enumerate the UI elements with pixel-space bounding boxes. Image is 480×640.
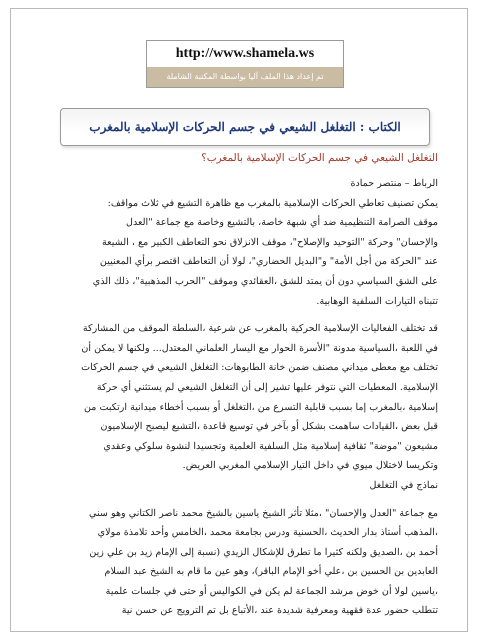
paragraph [38,504,438,622]
paragraph-gap [38,311,438,319]
text-line: ،المذهب أستاذ بدار الحديث ،الحسنية ودرس بجامعة محمد ،الخامس وأحد تلامذة مولاي [97,527,438,539]
article-heading: التغلغل الشيعي في جسم الحركات الإسلامية بالمغرب؟ [201,152,438,164]
text-line: قد تختلف الفعاليات الإسلامية الحركية بالمغرب عن شرعية ،السلطة الموقف من المشاركة [82,323,438,335]
article-paragraphs [38,174,438,621]
text-line: موقف الصرامة التنظيمية ضد أي شبهة خاصة، بالتشيع وخاصة مع جماعة "العدل [125,217,438,229]
text-line: مشيعون "موضة" ثقافية إسلامية مثل السلفية العلمية وتجسيدا لنشوة سلوكي وعقدي [103,440,438,452]
paragraph-gap [38,496,438,504]
text-line: تتطلب حضور عدة فقهية ومعرفية شديدة عند ،الأتباع بل تم الترويج عن حسن نية [121,605,438,617]
text-line: الرباط – منتصر حمادة [350,178,438,189]
text-line: يمكن تصنيف تعاطي الحركات الإسلامية بالمغرب مع ظاهرة التشيع في ثلاث مواقف: [107,197,438,209]
text-line: تختلف مع معطى ميداني مصنف ضمن خانة الطابوهات: التغلغل الشيعي في جسم الحركات [81,362,438,374]
article-body [38,150,438,621]
text-line: العابدين بن الحسين بن ،علي أخو الإمام الباقر)، وهو عين ما قام به الشيخ عبد السلام [104,566,438,578]
text-line: تتبناه التيارات السلفية الوهابية. [316,295,438,307]
text-line: الإسلامية. المعطيات التي نتوفر عليها تشير إلى أن التغلغل الشيعي لم يستثني أي حركة [96,381,438,393]
paragraph [38,174,438,311]
text-line: على الشق السياسي دون أن يمتد للشق ،العقائدي وموقف "الحرب المذهبية"، ذلك الذي [92,275,438,287]
text-line: ،ياسين لولا أن خوض مرشد الجماعة لم يكن في الكواليس أو حتى في جلسات علمية [105,585,438,597]
text-line: قبل بعض ،القيادات ساهمت بشكل أو بآخر في توسيع قاعدة ،التشيع ليصبح الإسلاميون [100,421,438,433]
source-url[interactable]: http://www.shamela.ws [175,46,315,61]
text-line: عند "الحركة من أجل الأمة" و"البديل الحضاري"، لولا أن التعاطف اقتصر برأي المعنيين [99,256,438,268]
source-banner [146,40,344,88]
paragraph [38,319,438,495]
text-line: إسلامية ،بالمغرب إما بسبب قابلية التسرع من ،التغلغل أو بسبب أخطاء ميدانية ارتكبت من [83,401,438,413]
text-line: وتكريسا لاختلال ميوي في داخل التيار الإسلامي المغربي العريض. [182,460,438,472]
text-line: أحمد بن ،الصديق ولكنه كثيرا ما تطرق للإشكال الزيدي (نسبة إلى الإمام زيد بن علي زين [89,546,438,558]
generated-note: تم إعداد هذا الملف آليا بواسطة المكتبة الشاملة [147,67,343,87]
text-line: في اللعبة ،السياسية مدونة "الأسرة الحوار مع اليسار العلماني المعتدل... ولكنها لا يمكن أن [81,342,438,354]
book-title: الكتاب : التغلغل الشيعي في جسم الحركات الإسلامية بالمغرب [60,108,430,146]
text-line: والإحسان" وحركة "التوحيد والإصلاح"، موقف الانزلاق نحو التعاطف الكبير مع ، الشيعة [102,236,438,248]
text-line: نماذج في التغلغل [369,479,438,491]
text-line: مع جماعة "العدل والإحسان" ،مثلا تأثر الشيخ ياسين بالشيخ محمد ناصر الكتاني وهو سني [89,507,438,519]
